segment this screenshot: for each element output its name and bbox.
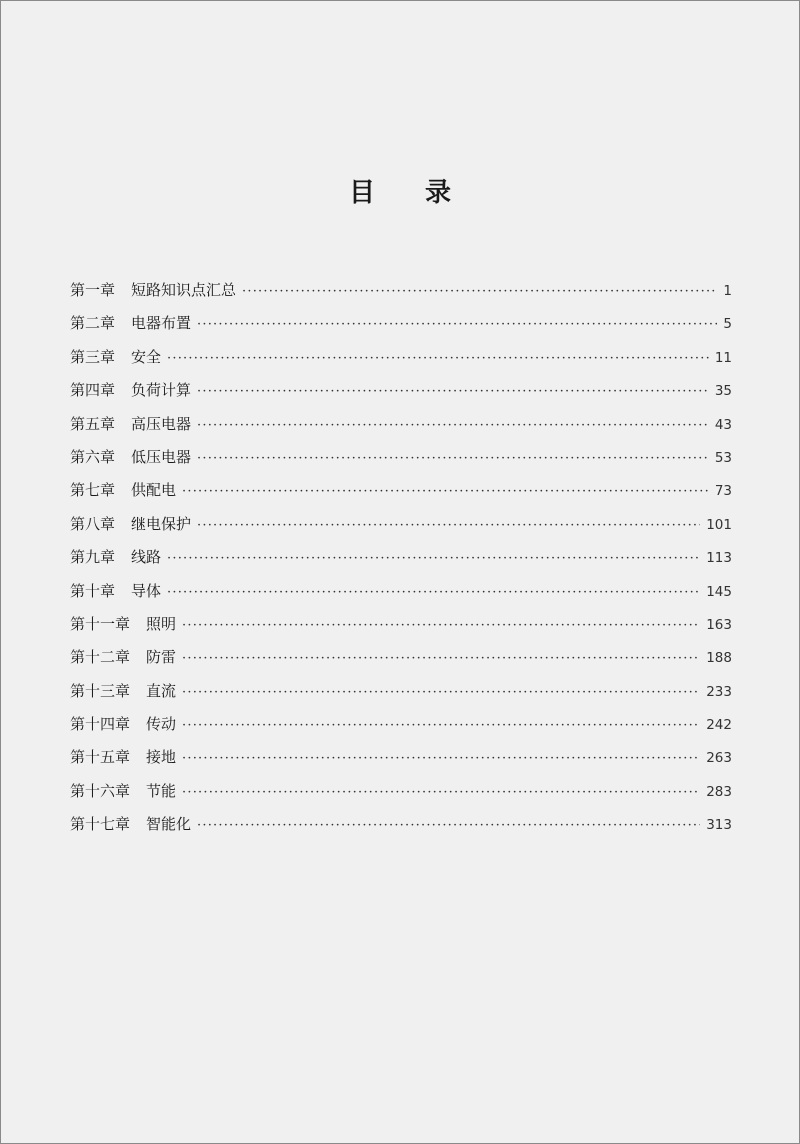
page-number: 53	[714, 449, 732, 466]
dot-leader	[182, 480, 709, 504]
chapter-number: 第九章	[70, 548, 116, 567]
chapter-number: 第十五章	[70, 748, 131, 767]
dot-leader	[182, 781, 700, 805]
toc-entry[interactable]	[70, 579, 732, 612]
page-number: 11	[714, 349, 732, 366]
chapter-title: 照明	[146, 614, 177, 633]
toc-entry[interactable]	[70, 679, 732, 712]
dot-leader	[197, 380, 709, 404]
chapter-title: 继电保护	[131, 514, 192, 533]
chapter-title: 防雷	[146, 648, 177, 667]
dot-leader	[182, 714, 700, 738]
dot-leader	[197, 414, 709, 438]
chapter-title: 线路	[131, 548, 162, 567]
chapter-title: 安全	[131, 347, 162, 366]
chapter-title: 直流	[146, 681, 177, 700]
dot-leader	[167, 347, 709, 371]
chapter-number: 第六章	[70, 447, 116, 466]
dot-leader	[182, 681, 700, 705]
chapter-title: 接地	[146, 748, 177, 767]
page-number: 188	[706, 650, 732, 667]
chapter-number: 第十二章	[70, 648, 131, 667]
page-number: 163	[706, 616, 732, 633]
toc-entry[interactable]	[70, 445, 732, 478]
page-number: 242	[706, 717, 732, 734]
toc-entry[interactable]	[70, 612, 732, 645]
chapter-number: 第三章	[70, 347, 116, 366]
dot-leader	[242, 280, 717, 304]
chapter-number: 第四章	[70, 381, 116, 400]
page-number: 5	[723, 316, 732, 333]
dot-leader	[182, 747, 700, 771]
chapter-number: 第一章	[70, 281, 116, 299]
chapter-title: 供配电	[131, 481, 177, 500]
page-number: 283	[706, 783, 732, 800]
chapter-title: 高压电器	[131, 414, 192, 433]
toc-entry[interactable]	[70, 779, 732, 812]
chapter-title: 智能化	[146, 815, 192, 834]
chapter-number: 第八章	[70, 514, 116, 533]
title-char-1: 目	[348, 178, 375, 208]
chapter-number: 第十章	[70, 581, 116, 600]
dot-leader	[167, 547, 700, 571]
chapter-number: 第二章	[70, 314, 116, 333]
page-number: 145	[706, 583, 732, 600]
chapter-title: 节能	[146, 781, 177, 800]
toc-entry[interactable]	[70, 512, 732, 545]
chapter-title: 传动	[146, 715, 177, 734]
chapter-number: 第十一章	[70, 614, 131, 633]
page-number: 263	[706, 750, 732, 767]
page-number: 113	[706, 550, 732, 567]
table-of-contents	[70, 278, 732, 846]
chapter-number: 第十四章	[70, 715, 131, 734]
toc-entry[interactable]	[70, 478, 732, 511]
dot-leader	[197, 313, 717, 337]
dot-leader	[167, 581, 700, 605]
dot-leader	[197, 814, 700, 838]
chapter-title: 电器布置	[131, 314, 192, 333]
dot-leader	[182, 647, 700, 671]
toc-entry[interactable]	[70, 311, 732, 344]
title-char-2: 录	[425, 178, 452, 208]
toc-entry[interactable]	[70, 412, 732, 445]
chapter-title: 低压电器	[131, 447, 192, 466]
page-number: 233	[706, 683, 732, 700]
dot-leader	[182, 614, 700, 638]
toc-entry[interactable]	[70, 645, 732, 678]
page-number: 35	[714, 383, 732, 400]
chapter-title: 短路知识点汇总	[131, 281, 237, 299]
toc-entry[interactable]	[70, 378, 732, 411]
chapter-title: 负荷计算	[131, 381, 192, 400]
page-number: 101	[706, 516, 732, 533]
toc-entry[interactable]	[70, 712, 732, 745]
chapter-number: 第十七章	[70, 815, 131, 834]
dot-leader	[197, 514, 700, 538]
page-number: 73	[714, 483, 732, 500]
page-number: 43	[714, 416, 732, 433]
page-number: 313	[706, 817, 732, 834]
dot-leader	[197, 447, 709, 471]
toc-entry[interactable]	[70, 812, 732, 845]
page-title	[0, 172, 800, 209]
chapter-number: 第七章	[70, 481, 116, 500]
toc-entry[interactable]	[70, 745, 732, 778]
chapter-number: 第十六章	[70, 781, 131, 800]
toc-entry[interactable]	[70, 278, 732, 311]
toc-entry[interactable]	[70, 545, 732, 578]
chapter-number: 第十三章	[70, 681, 131, 700]
toc-entry[interactable]	[70, 345, 732, 378]
chapter-number: 第五章	[70, 414, 116, 433]
page-number: 1	[723, 283, 732, 299]
chapter-title: 导体	[131, 581, 162, 600]
